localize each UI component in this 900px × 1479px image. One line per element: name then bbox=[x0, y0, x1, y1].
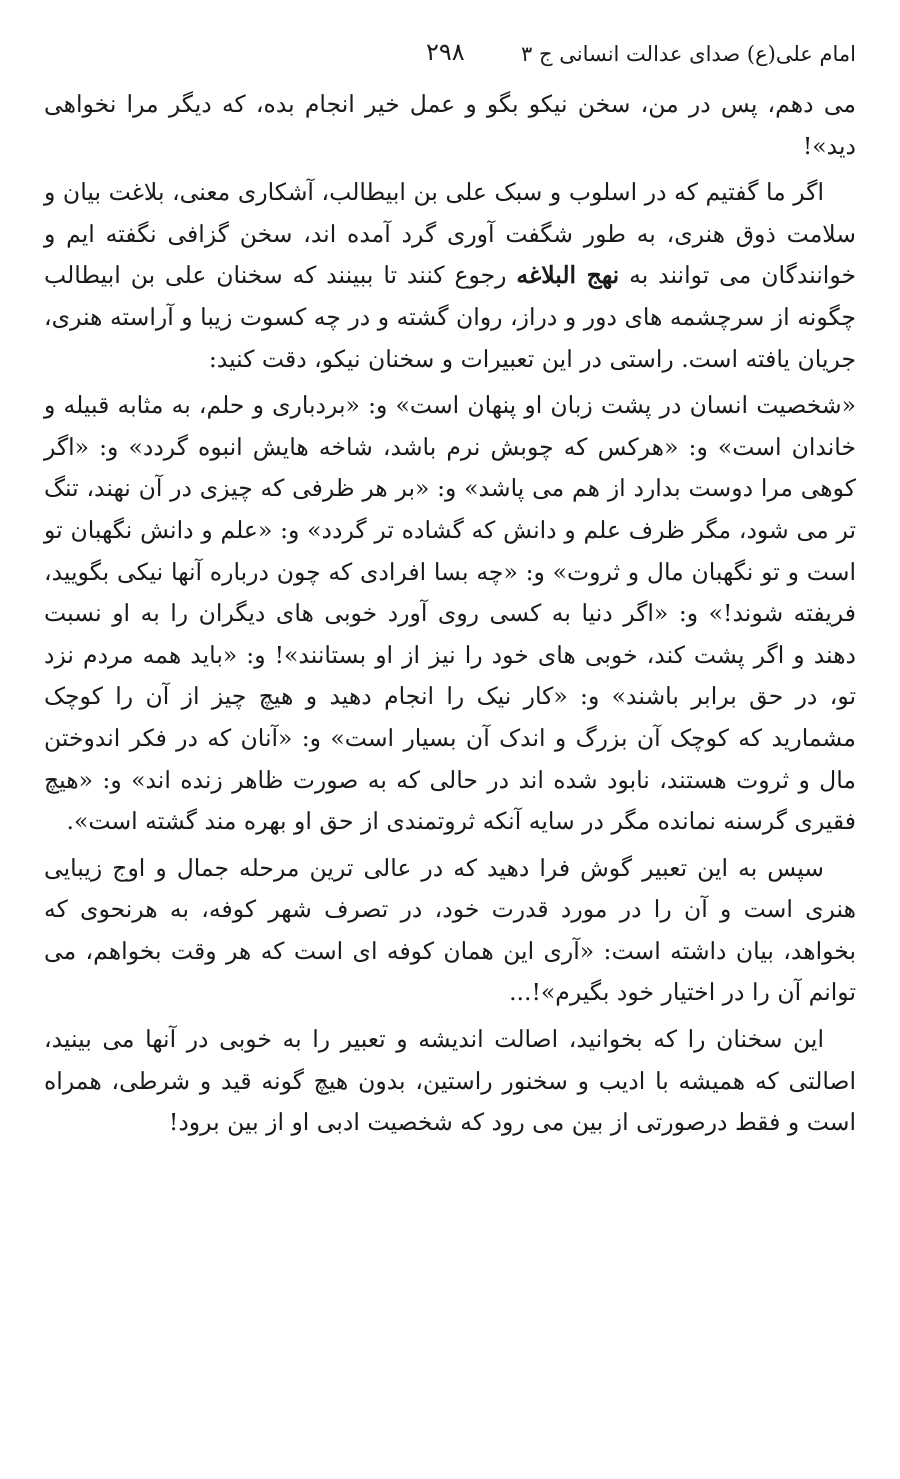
paragraph-2 bbox=[44, 172, 856, 380]
paragraph-5-text: این سخنان را که بخوانید، اصالت اندیشه و تعبیر را به خوبی در آنها می بینید، اصالتی که همیشه با ادیب و سخنور راستین، بدون هیچ گونه قید و شرطی، همراه است و فقط درصورتی از بین می رود که شخصیت ادبی او از بین برود! bbox=[44, 1025, 856, 1137]
paragraph-2-text-before: اگر ما گفتیم که در اسلوب و سبک علی بن ابیطالب، آشکاری معنی، بلاغت بیان و سلامت ذوق هنری، به طور شگفت آوری گرد آمده اند، سخن گزافی نگفته ایم و خوانندگان می توانند به bbox=[44, 178, 856, 290]
paragraph-1 bbox=[44, 84, 856, 167]
body-text bbox=[44, 84, 856, 1149]
book-name-nahj-al-balagha: نهج البلاغه bbox=[516, 261, 620, 290]
paragraph-5 bbox=[44, 1019, 856, 1144]
paragraph-3-quotes bbox=[44, 385, 856, 843]
paragraph-1-text: می دهم، پس در من، سخن نیکو بگو و عمل خیر انجام بده، که دیگر مرا نخواهی دید»! bbox=[44, 90, 856, 160]
paragraph-3-text: «شخصیت انسان در پشت زبان او پنهان است» و: «بردباری و حلم، به مثابه قبیله و خاندان است» و: «هرکس که چوبش نرم باشد، شاخه هایش انبوه گردد» و: «اگر کوهی مرا دوست بدارد از هم می پاشد» و: «بر هر ظرفی که چیزی در آن نهند، تنگ تر می شود، مگر ظرف علم و دانش که گشاده تر گردد» و: «علم و دانش نگهبان تو است و تو نگهبان مال و ثروت» و: «چه بسا افرادی که چون درباره آنها نیکی بگویید، فریفته شوند!» و: «اگر دنیا به کسی روی آورد خوبی های دیگران را به او نسبت دهند و اگر پشت کند، خوبی های خود را نیز از او بستانند»! و: «باید همه مردم نزد تو، در حق برابر باشند» و: «کار نیک را انجام دهید و هیچ چیز از آن را کوچک مشمارید که کوچک آن بزرگ و اندک آن بسیار است» و: «آنان که در فکر اندوختن مال و ثروت هستند، نابود شده اند در حالی که به صورت ظاهر زنده اند» و: «هیچ فقیری گرسنه نمانده مگر در سایه آنکه ثروتمندی از حق او بهره مند گشته است». bbox=[44, 391, 856, 836]
book-title-header: امام علی(ع) صدای عدالت انسانی ج ۳ bbox=[521, 42, 856, 66]
running-header bbox=[44, 38, 856, 70]
paragraph-4-text: سپس به این تعبیر گوش فرا دهید که در عالی ترین مرحله جمال و اوج زیبایی هنری است و آن را در مورد قدرت خود، در تصرف شهر کوفه، به هرنحوی که بخواهد، بیان داشته است: «آری این همان کوفه ای است که هر وقت بخواهم، می توانم آن را در اختیار خود بگیرم»!... bbox=[44, 853, 856, 1007]
page-number: ۲۹۸ bbox=[426, 38, 465, 66]
paragraph-4 bbox=[44, 848, 856, 1014]
paragraph-2-text-after: رجوع کنند تا ببینند که سخنان علی بن ابیطالب چگونه از سرچشمه های دور و دراز، روان گشته و در چه کسوت زیبا و آراسته هنری، جریان یافته است. راستی در این تعبیرات و سخنان نیکو، دقت کنید: bbox=[44, 261, 856, 373]
